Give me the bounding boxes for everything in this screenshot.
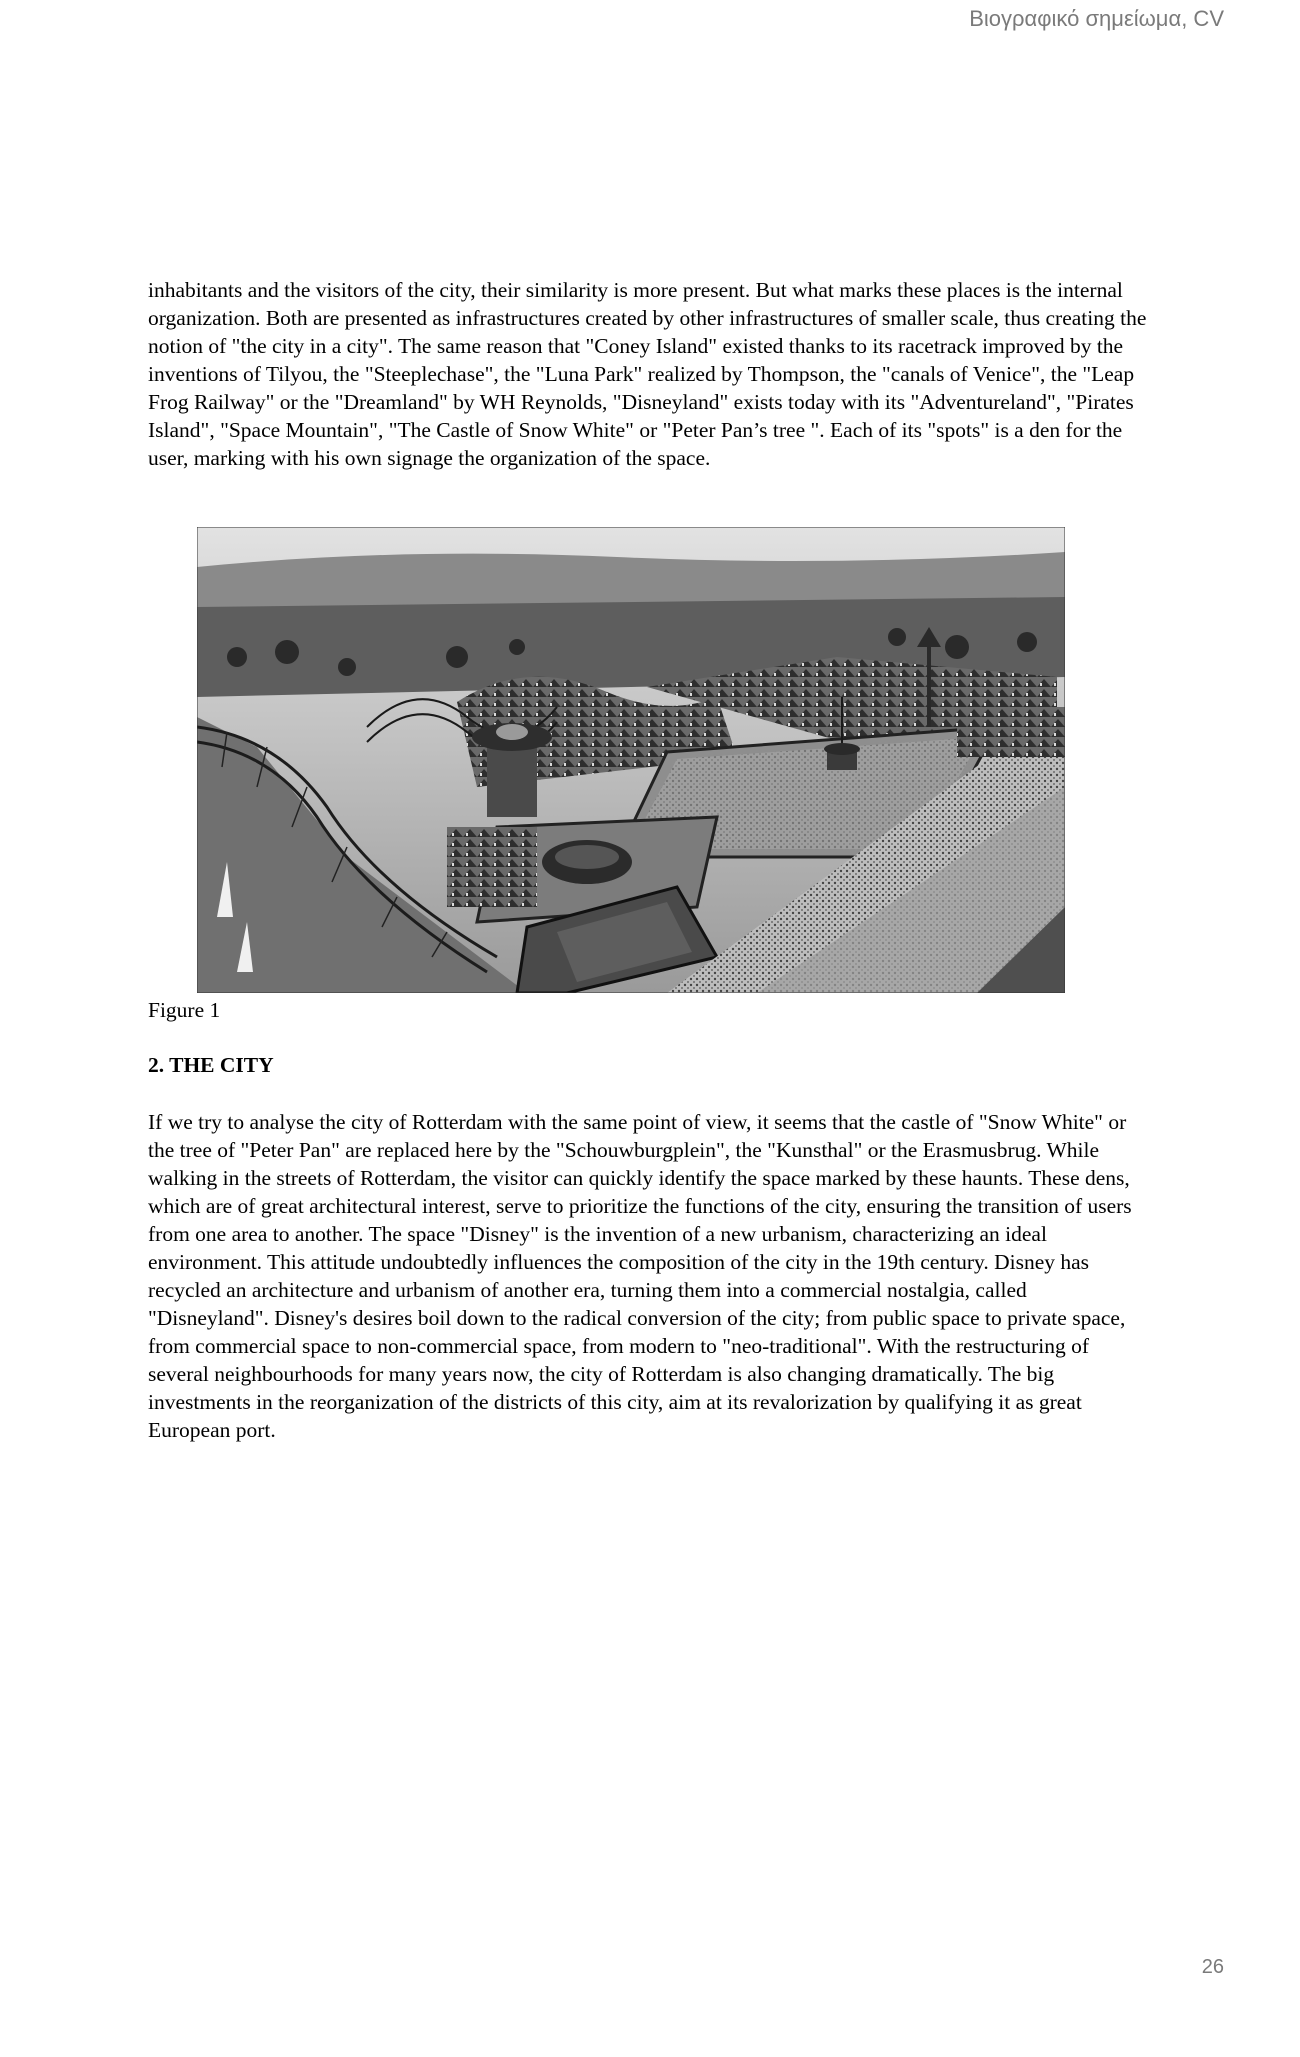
body-paragraph: inhabitants and the visitors of the city, their similarity is more present. But what marks these places is the internal organization. Both are presented as infrastructures created by other infrastructures of smaller scale, thus creating the notion of "the city in a city". The same reason that "Coney Island" existed thanks to its racetrack improved by the inventions of Tilyou, the "Steeplechase", the "Luna Park" realized by Thompson, the "canals of Venice", the "Leap Frog Railway" or the "Dreamland" by WH Reynolds, "Disneyland" exists today with its "Adventureland", "Pirates Island", "Space Mountain", "The Castle of Snow White" or "Peter Pan’s tree ". Each of its "spots" is a den for the user, marking with his own signage the organization of the space. <box>148 278 1147 470</box>
section-heading: 2. THE CITY <box>148 1053 274 1077</box>
running-header: Βιογραφικό σημείωμα, CV <box>969 6 1224 31</box>
body-paragraph: If we try to analyse the city of Rotterdam with the same point of view, it seems that the castle of "Snow White" or the tree of "Peter Pan" are replaced here by the "Schouwburgplein", the "Kunsthal" or the Erasmusbrug. While walking in the streets of Rotterdam, the visitor can quickly identify the space marked by these haunts. These dens, which are of great architectural interest, serve to prioritize the functions of the city, ensuring the transition of users from one area to another. The space "Disney" is the invention of a new urbanism, characterizing an ideal environment. This attitude undoubtedly influences the composition of the city in the 19th century. Disney has recycled an architecture and urbanism of another era, turning them into a commercial nostalgia, called "Disneyland". Disney's desires boil down to the radical conversion of the city; from public space to private space, from commercial space to non-commercial space, from modern to "neo-traditional". With the restructuring of several neighbourhoods for many years now, the city of Rotterdam is also changing dramatically. The big investments in the reorganization of the districts of this city, aim at its revalorization by qualifying it as great European port. <box>148 1110 1132 1442</box>
figure-caption: Figure 1 <box>148 998 221 1022</box>
page-number: 26 <box>1201 1956 1224 1978</box>
amusement-park-illustration <box>197 527 1065 993</box>
